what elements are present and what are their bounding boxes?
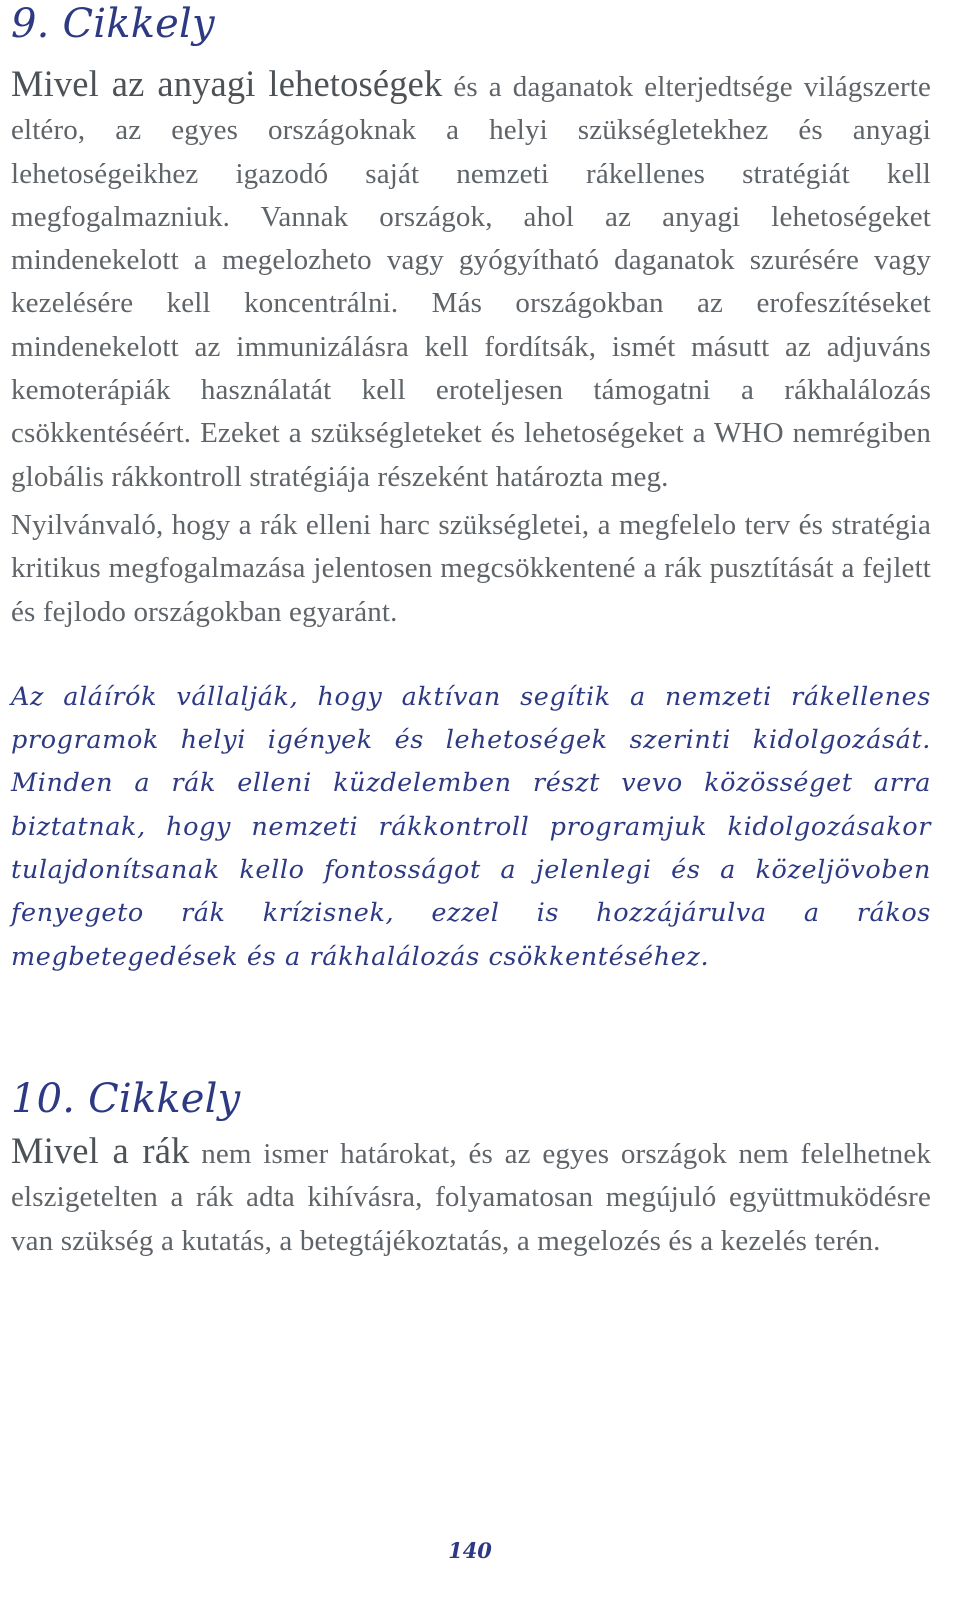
section-10-heading: 10. Cikkely bbox=[11, 1075, 241, 1122]
section-9-lead-phrase: Mivel az anyagi lehetoségek bbox=[11, 63, 443, 104]
section-9-heading: 9. Cikkely bbox=[11, 1, 215, 47]
section-9-paragraph-1 bbox=[11, 62, 931, 499]
section-9-commitment-paragraph: Az aláírók vállalják, hogy aktívan segítik a nemzeti rákellenes programok helyi igények és lehetoségek szerinti kidolgozását. Minden a rák elleni küzdelemben részt vevo közösséget arra biztatnak, hogy nemzeti rákkontroll programjuk kidolgozásakor tulajdonítsanak kello fontosságot a jelenlegi és a közeljövoben fenyegeto rák krízisnek, ezzel is hozzájárulva a rákos megbetegedések és a rákhalálozás csökkentéséhez. bbox=[11, 681, 931, 972]
page-number: 140 bbox=[448, 1538, 492, 1563]
section-10-lead-phrase: Mivel a rák bbox=[11, 1129, 190, 1171]
document-page bbox=[11, 0, 931, 1263]
section-10-paragraph-1-text: nem ismer határokat, és az egyes országok nem felelhetnek elszigetelten a rák adta kihívásra, folyamatosan megújuló együttmuködésre van szükség a kutatás, a betegtájékoztatás, a megelozés és a kezelés terén. bbox=[11, 1137, 931, 1257]
section-9-paragraph-2: Nyilvánvaló, hogy a rák elleni harc szükségletei, a megfelelo terv és stratégia kritikus megfogalmazása jelentosen megcsökkentené a rák pusztítását a fejlett és fejlodo országokban egyaránt. bbox=[11, 508, 931, 628]
section-9-paragraph-1-text: és a daganatok elterjedtsége világszerte eltéro, az egyes országoknak a helyi szükségletekhez és anyagi lehetoségeikhez igazodó saját nemzeti rákellenes stratégiát kell megfogalmazniuk. Vannak országok, ahol az anyagi lehetoségeket mindenekelott a megelozheto vagy gyógyítható daganatok szurésére vagy kezelésére kell koncentrálni. Más országokban az erofeszítéseket mindenekelott az immunizálásra kell fordítsák, ismét másutt az adjuváns kemoterápiák használatát kell eroteljesen támogatni a rákhalálozás csökkentéséért. Ezeket a szükségleteket és lehetoségeket a WHO nemrégiben globális rákkontroll stratégiája részeként határozta meg. bbox=[11, 71, 932, 493]
section-10-paragraph-1 bbox=[11, 1129, 931, 1263]
